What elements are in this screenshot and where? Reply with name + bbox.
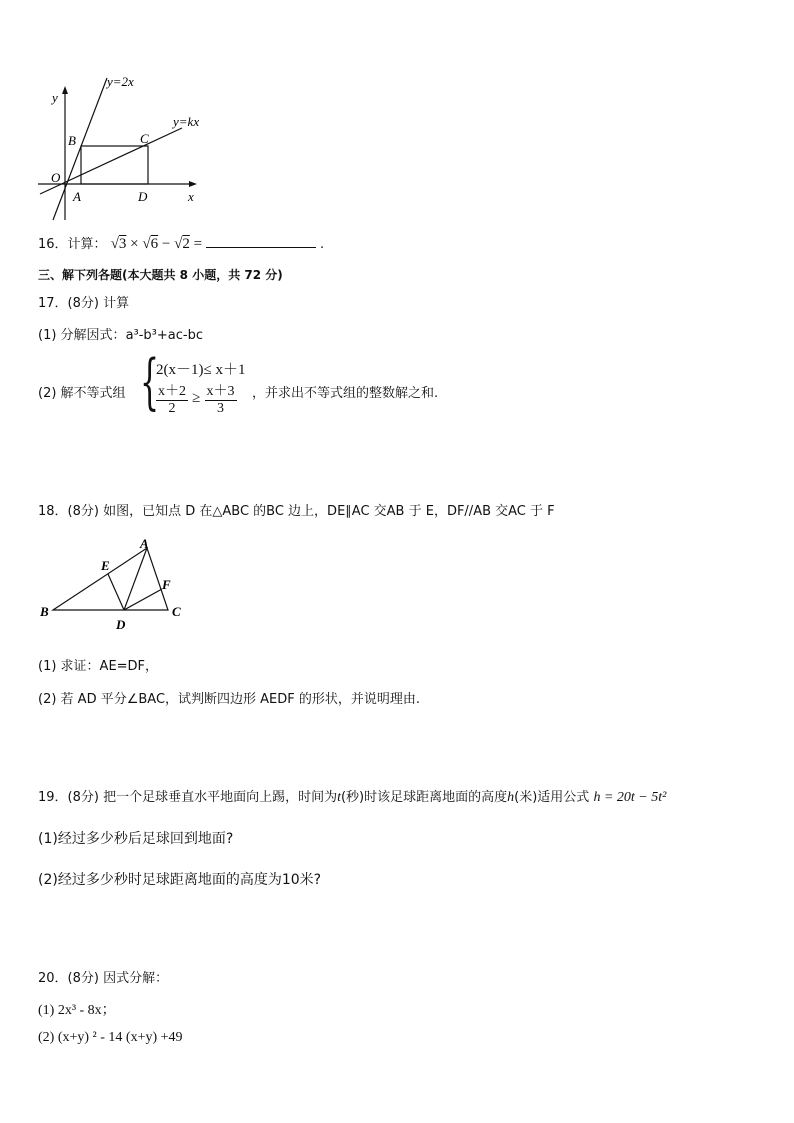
label-a: A [140, 536, 149, 551]
question-17-part1: (1) 分解因式：a³-b³+ac-bc [38, 328, 203, 343]
label-c: C [172, 604, 181, 619]
label-d: D [116, 617, 126, 632]
label-origin: O [51, 170, 61, 185]
inequality-1: 2(x－1)≤ x＋1 [156, 362, 246, 378]
question-17-part2-tail: ，并求出不等式组的整数解之和. [252, 386, 439, 401]
sqrt-icon: √ [142, 236, 151, 252]
fraction-1: $\frac{x+2}{2}$ [156, 380, 188, 417]
question-19-part1: (1)经过多少秒后足球回到地面? [38, 831, 234, 847]
label-y-axis: y [52, 90, 58, 105]
question-18-head: 18．(8分) 如图，已知点 D 在△ABC 的BC 边上，DE∥AC 交AB 于 E，DF//AB 交AC 于 F [38, 504, 555, 519]
inequality-2: $\frac{x+2}{2}$ ≥ $\frac{x+3}{3}$ [156, 380, 237, 417]
label-point-b: B [68, 133, 76, 148]
label-f: F [162, 577, 171, 592]
question-19-head: 19．(8分) 把一个足球垂直水平地面向上踢，时间为t(秒)时该足球距离地面的高度h(米)适用公式 h = 20t − 5t² [38, 790, 667, 805]
question-20-head: 20．(8分) 因式分解： [38, 971, 169, 986]
section-heading: 三、解下列各题(本大题共 8 小题，共 72 分) [38, 268, 283, 282]
rectangle-abcd [81, 146, 148, 184]
label-point-c: C [140, 131, 149, 146]
q17-p1-expression: a³-b³+ac-bc [125, 328, 203, 343]
sqrt-icon: √ [110, 236, 119, 252]
question-20-part2: (2) (x+y) ² - 14 (x+y) +49 [38, 1030, 183, 1045]
label-point-d: D [138, 189, 148, 204]
question-19-part2: (2)经过多少秒时足球距离地面的高度为10米? [38, 872, 322, 888]
question-18-part1: (1) 求证：AE=DF， [38, 659, 159, 674]
question-18-part2: (2) 若 AD 平分∠BAC，试判断四边形 AEDF 的形状，并说明理由. [38, 692, 421, 707]
q16-number: 16．计算： [38, 237, 107, 252]
brace-icon: { [140, 347, 160, 417]
question-20-part1: (1) 2x³ - 8x； [38, 1003, 116, 1018]
question-17-part2-label: (2) 解不等式组 [38, 386, 126, 401]
q16-expression: √3 × √6 − √2 = [110, 236, 203, 252]
segment-df [124, 589, 162, 610]
label-b: B [40, 604, 49, 619]
question-17-head: 17．(8分) 计算 [38, 296, 130, 311]
label-e: E [101, 558, 110, 573]
x-axis-arrow [189, 181, 197, 187]
label-x-axis: x [188, 189, 194, 204]
label-line-ykx: y=kx [173, 114, 200, 129]
formula: h = 20t − 5t² [593, 790, 667, 805]
answer-blank[interactable] [206, 235, 316, 248]
coordinate-figure [30, 70, 220, 225]
sqrt-icon: √ [174, 236, 183, 252]
label-line-y2x: y=2x [107, 74, 134, 89]
fraction-2: $\frac{x+3}{3}$ [205, 380, 237, 417]
question-16: 16．计算： √3 × √6 − √2 = . [38, 236, 325, 252]
segment-ed [108, 574, 124, 610]
y-axis-arrow [62, 86, 68, 94]
triangle-figure [35, 532, 195, 637]
segment-ad [124, 548, 147, 610]
label-point-a: A [73, 189, 81, 204]
